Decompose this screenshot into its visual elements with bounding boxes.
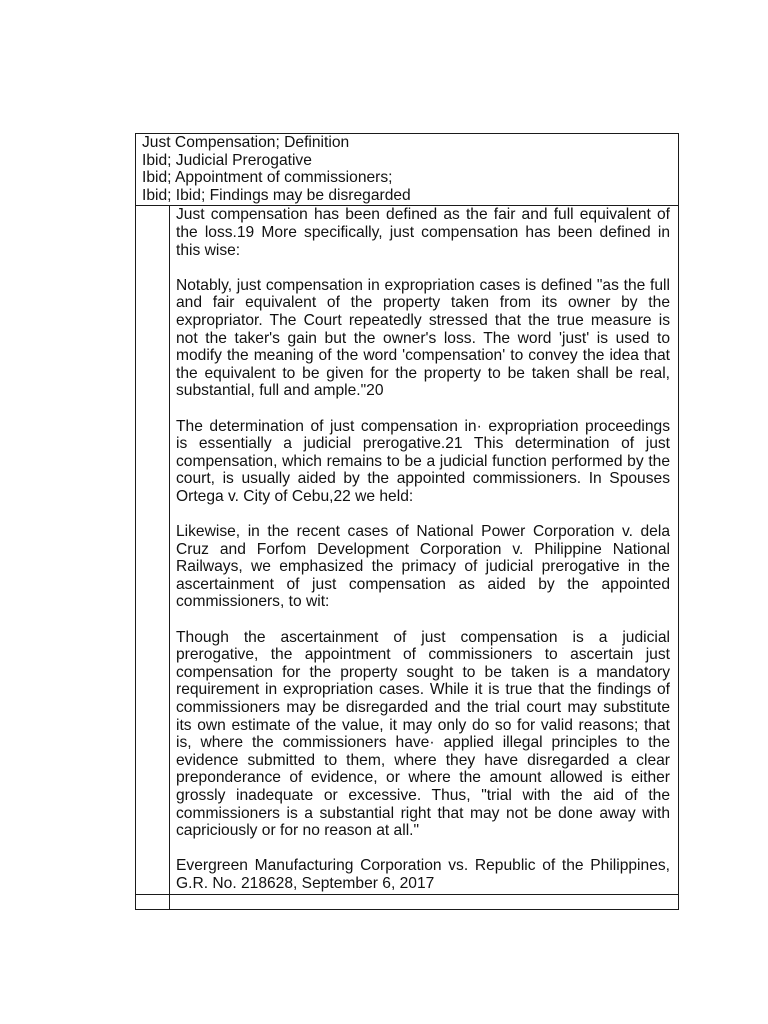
- heading-findings-disregarded: Ibid; Ibid; Findings may be disregarded: [142, 186, 411, 204]
- empty-row: [136, 895, 678, 909]
- digest-table: [135, 133, 679, 910]
- paragraph-quote-definition: Notably, just compensation in expropriation cases is defined "as the full and fair equivalent of the property taken from its owner by the expropriator. The Court repeatedly stressed that the true measure is not the taker's gain but the owner's loss. The word 'just' is used to modify the meaning of the word 'compensation' to convey the idea that the equivalent to be given for the property to be taken shall be real, substantial, full and ample."20: [176, 276, 670, 400]
- heading-appointment-of-commissioners: Ibid; Appointment of commissioners;: [142, 169, 393, 187]
- paragraph-primacy: Likewise, in the recent cases of National Power Corporation v. dela Cruz and Forfom Development Corporation v. Philippine National Railways, we emphasized the primacy of judicial prerogative in the ascertainment of just compensation as aided by the appointed commissioners, to wit:: [176, 523, 670, 611]
- paragraph-commissioners: Though the ascertainment of just compensation is a judicial prerogative, the appointment of commissioners to ascertain just compensation for the property sought to be taken is a mandatory requirement in expropriation cases. While it is true that the findings of commissioners may be disregarded and the trial court may substitute its own estimate of the value, it may only do so for valid reasons; that is, where the commissioners have· applied illegal principles to the evidence submitted to them, where they have disregarded a clear preponderance of evidence, or where the amount allowed is either grossly inadequate or excessive. Thus, "trial with the aid of the commissioners is a substantial right that may not be done away with capriciously or for no reason at all.": [176, 628, 670, 840]
- content-cell: [170, 206, 678, 893]
- heading-judicial-prerogative: Ibid; Judicial Prerogative: [142, 151, 312, 169]
- content-row: [136, 206, 678, 894]
- paragraph-judicial-prerogative: The determination of just compensation in· expropriation proceedings is essentially a judicial prerogative.21 This determination of just compensation, which remains to be a judicial function performed by the court, is usually aided by the appointed commissioners. In Spouses Ortega v. City of Cebu,22 we held:: [176, 417, 670, 505]
- heading-definition: Just Compensation; Definition: [142, 134, 350, 151]
- empty-left-cell: [136, 895, 170, 909]
- left-margin-cell: [136, 206, 170, 893]
- topic-headings: [136, 134, 678, 206]
- paragraph-definition: Just compensation has been defined as the fair and full equivalent of the loss.19 More specifically, just compensation has been defined in this wise:: [176, 206, 670, 259]
- case-citation: Evergreen Manufacturing Corporation vs. Republic of the Philippines, G.R. No. 218628, September 6, 2017: [176, 857, 670, 892]
- empty-content-cell: [170, 895, 678, 909]
